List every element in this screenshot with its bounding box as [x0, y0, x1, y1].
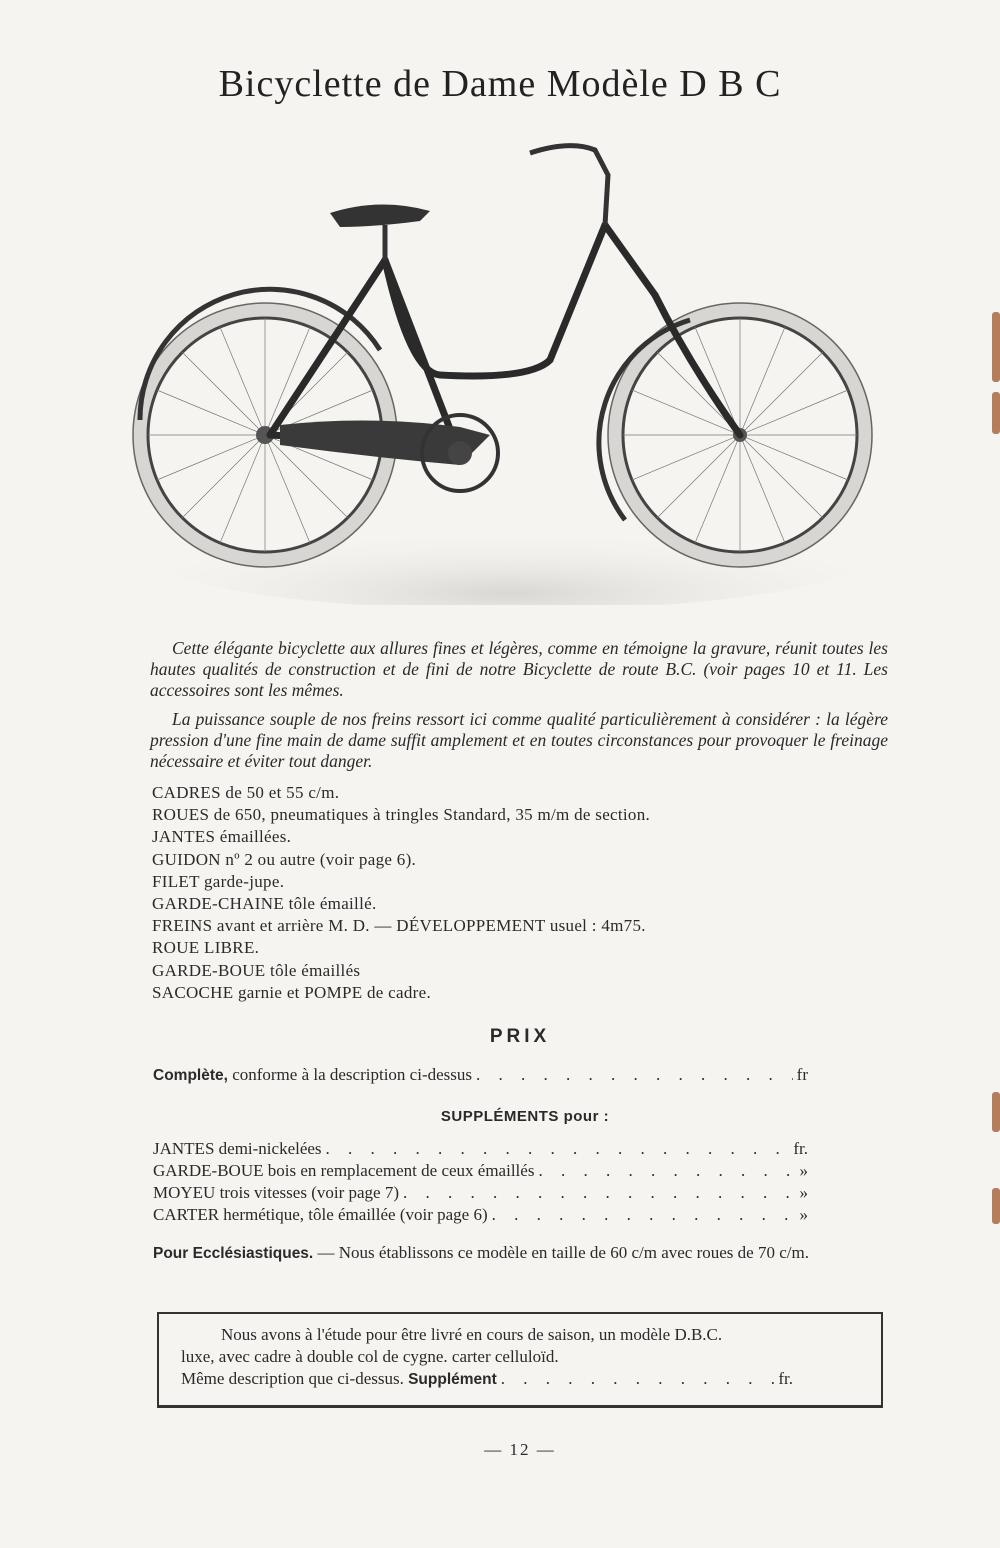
- leader-dots: [501, 1368, 775, 1390]
- supplement-unit: fr.: [793, 1139, 808, 1158]
- paper-stain: [992, 392, 1000, 434]
- ecclesiastiques-text: — Nous établissons ce modèle en taille de 60 c/m avec roues de 70 c/m.: [317, 1243, 809, 1262]
- supplement-unit: »: [799, 1161, 808, 1180]
- spec-item: GARDE-BOUE tôle émaillés: [152, 960, 361, 980]
- supplement-line: [153, 1138, 808, 1160]
- supplement-text: GARDE-BOUE bois en remplacement de ceux émaillés: [153, 1161, 535, 1180]
- specifications-list: [152, 782, 872, 1004]
- price-complete-label: Complète,: [153, 1067, 228, 1084]
- spec-item: ROUE LIBRE.: [152, 938, 260, 958]
- box-supplement-line: [181, 1368, 793, 1391]
- price-complete-line: [153, 1064, 808, 1087]
- intro-paragraph: La puissance souple de nos freins ressort ici comme qualité particulièrement à considérer : la légère pression d'une fine main de dame suffit amplement et en toutes circonstances pour provoquer le freinage nécessaire et éviter tout danger.: [150, 709, 888, 771]
- intro-paragraph: Cette élégante bicyclette aux allures fines et légères, comme en témoigne la gravure, réunit toutes les hautes qualités de construction et de fini de notre Bicyclette de route B.C. (voir pages 10 et 11. Les accessoires sont les mêmes.: [150, 638, 888, 700]
- supplement-line: [153, 1204, 808, 1226]
- paper-stain: [992, 312, 1000, 382]
- leader-dots: [492, 1204, 796, 1226]
- prix-heading: PRIX: [489, 1026, 551, 1047]
- ecclesiastiques-label: Pour Ecclésiastiques.: [153, 1245, 314, 1262]
- leader-dots: [326, 1138, 790, 1160]
- supplement-text: MOYEU trois vitesses (voir page 7): [153, 1183, 399, 1202]
- supplement-text: CARTER hermétique, tôle émaillée (voir page 6): [153, 1205, 488, 1224]
- price-complete-text: conforme à la description ci-dessus: [232, 1065, 472, 1084]
- box-line: luxe, avec cadre à double col de cygne. carter celluloïd.: [181, 1347, 559, 1366]
- paper-stain: [992, 1092, 1000, 1132]
- page-number: — 12 —: [484, 1440, 556, 1459]
- supplements-heading: SUPPLÉMENTS pour :: [440, 1108, 610, 1125]
- spec-item: CADRES de 50 et 55 c/m.: [152, 783, 340, 802]
- page-title: Bicyclette de Dame Modèle D B C: [218, 63, 782, 105]
- box-supplement-label: Supplément: [408, 1371, 497, 1388]
- leader-dots: [403, 1182, 796, 1204]
- bicycle-illustration: [130, 135, 880, 605]
- spec-item: GUIDON nº 2 ou autre (voir page 6).: [152, 849, 417, 869]
- spec-item: JANTES émaillées.: [152, 827, 292, 847]
- supplement-text: JANTES demi-nickelées: [153, 1139, 322, 1158]
- luxe-model-box: [157, 1312, 883, 1408]
- supplement-unit: »: [799, 1205, 808, 1224]
- box-line: Nous avons à l'étude pour être livré en cours de saison, un modèle D.B.C.: [221, 1325, 723, 1344]
- spec-item: FILET garde-jupe.: [152, 871, 285, 891]
- spec-item: GARDE-CHAINE tôle émaillé.: [152, 894, 377, 914]
- ecclesiastiques-note: [153, 1242, 888, 1265]
- box-line-text: Même description que ci-dessus.: [181, 1369, 404, 1388]
- intro-text: [150, 638, 888, 780]
- spec-item: ROUES de 650, pneumatiques à tringles Standard, 35 m/m de section.: [152, 805, 651, 825]
- leader-dots: [538, 1160, 795, 1182]
- supplement-unit: »: [799, 1183, 808, 1202]
- price-complete-unit: fr: [796, 1065, 808, 1084]
- spec-item: FREINS avant et arrière M. D. — DÉVELOPPEMENT usuel : 4m75.: [152, 916, 646, 936]
- paper-stain: [992, 1188, 1000, 1224]
- supplement-line: [153, 1182, 808, 1204]
- leader-dots: [476, 1064, 793, 1086]
- spec-item: SACOCHE garnie et POMPE de cadre.: [152, 982, 432, 1002]
- supplement-line: [153, 1160, 808, 1182]
- box-supplement-unit: fr.: [778, 1369, 793, 1388]
